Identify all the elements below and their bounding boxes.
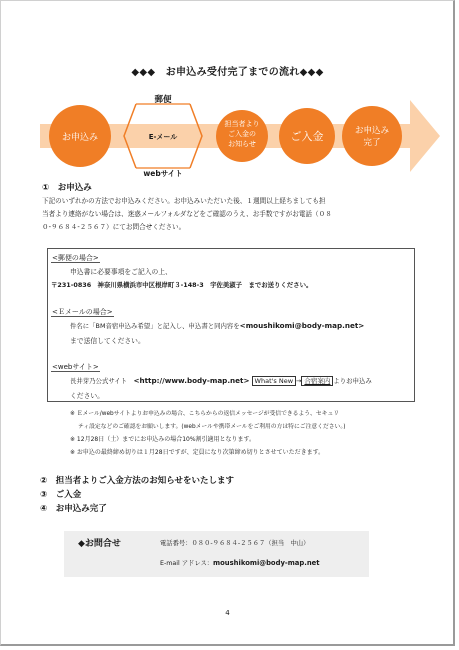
section1-para-line2: 当者より連絡がない場合は、迷惑メールフォルダなどをご確認のうえ、お手数ですがお電話（０８ (42, 210, 332, 218)
section1-heading: ① お申込み (42, 183, 92, 193)
flow-method-post: 郵便 (154, 95, 172, 105)
email-line1: 件名に「BM音宿申込み希望」と記入し、申込書と同内容を<moushikomi@body-map.net> (70, 321, 365, 330)
camp-info-button[interactable]: 合宿案内 (301, 376, 333, 386)
page-title: ◆◆◆ お申込み受付完了までの流れ◆◆◆ (131, 67, 324, 78)
flow-apply-label: お申込み (61, 133, 99, 143)
note1-line2: ティ設定などのご確認をお願いします。(webメールや携帯メールをご利用の方は特にご注意ください。) (78, 424, 346, 430)
contact-box (64, 531, 369, 577)
web-line1: 長井芽乃公式サイト <http://www.body-map.net> What's New → 合宿案内 よりお申込み (70, 376, 372, 385)
flow-payment-label: ご入金 (290, 130, 324, 143)
website-url-link[interactable]: <http://www.body-map.net> (133, 376, 250, 385)
flow-circle-complete (342, 106, 402, 166)
web-heading: <webサイト> (52, 363, 99, 371)
flow-notice-line2: ご入金の (228, 130, 256, 138)
post-heading: <郵便の場合> (52, 254, 99, 262)
web-line2: ください。 (70, 392, 104, 400)
contact-phone: 電話番号：０８０-９６８４-２５６７（担当 中山） (160, 540, 310, 547)
note3: ※ お申込の最終締め切りは１月28日ですが、定員になり次第締め切りとさせていただきます。 (70, 449, 325, 456)
contact-email-link[interactable]: moushikomi@body-map.net (213, 559, 320, 567)
flow-notice-line3: お知らせ (228, 140, 256, 148)
step3-text: ③ ご入金 (40, 490, 82, 500)
page-number: 4 (225, 609, 230, 617)
email-line2: まで送信してください。 (70, 337, 145, 345)
flow-method-email: E-メール (148, 133, 178, 141)
post-line2: 〒231-0836 神奈川県横浜市中区根岸町３-148-3 宇佐美淑子 までお送りください。 (51, 281, 313, 289)
section1-paragraph (42, 195, 332, 234)
note1-line1: ※ Ｅメール/webサイトよりお申込みの場合、こちらからの返信メッセージが受信できるよう、セキュリ (70, 411, 340, 417)
flow-complete-line2: 完了 (363, 138, 381, 148)
contact-heading: ◆お問合せ (78, 539, 121, 549)
flow-diagram (40, 92, 440, 180)
step4-text: ④ お申込み完了 (40, 504, 107, 514)
flow-notice-line1: 担当者より (224, 120, 260, 128)
post-line1: 申込書に必要事項をご記入の上、 (70, 268, 172, 276)
whats-new-button[interactable]: What's New (252, 376, 297, 386)
step2-text: ② 担当者よりご入金方法のお知らせをいたします (40, 476, 234, 486)
contact-email-line: E-mail アドレス：moushikomi@body-map.net (160, 559, 320, 567)
email-heading: <Ｅメールの場合> (52, 308, 113, 316)
flow-complete-line1: お申込み (354, 126, 390, 136)
method-box (47, 248, 415, 402)
section1-para-line3: ０-９６８４-２５６７）にてお問合せください。 (42, 223, 186, 231)
section1-para-line1: 下記のいずれかの方法でお申込みください。お申込みいただいた後、１週間以上経ちましても担 (42, 197, 326, 205)
email-address-link[interactable]: <moushikomi@body-map.net> (239, 321, 365, 330)
flow-method-web: webサイト (143, 169, 183, 178)
note2: ※ 12月28日（土）までにお申込みの場合10%割引適用となります。 (70, 436, 256, 443)
